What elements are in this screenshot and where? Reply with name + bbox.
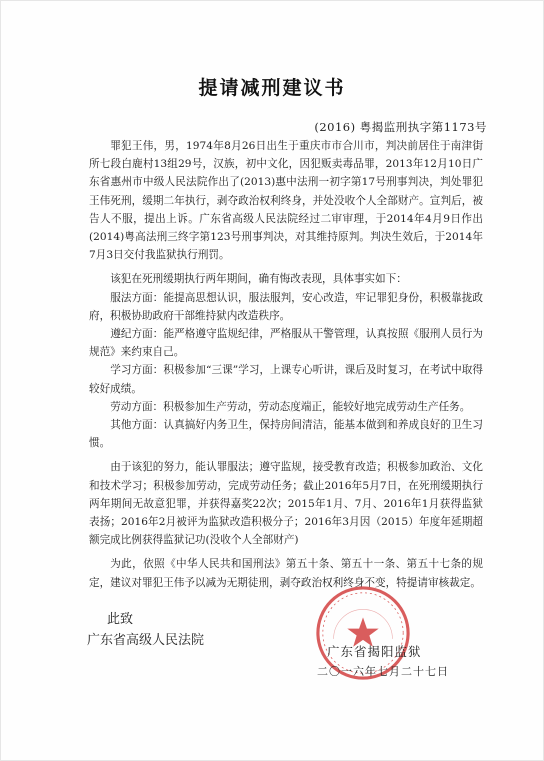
- case-number: (2016) 粤揭监刑执字第1173号: [314, 120, 487, 134]
- document-title: 提请减刑建议书: [198, 77, 346, 99]
- addressee-block: [87, 609, 204, 651]
- paragraph-study: 学习方面：积极参加“三课”学习，上课专心听讲，课后及时复习，在考试中取得较好成绩。: [89, 364, 483, 395]
- document-date: 二〇一六年七月二十七日: [317, 665, 449, 678]
- addressee-prefix: 此致: [107, 612, 134, 627]
- document-body: [89, 137, 483, 592]
- paragraph-intro-facts: 该犯在死刑缓期执行两年期间，确有悔改表现，具体事实如下：: [110, 273, 407, 286]
- paragraph-labor: 劳动方面：积极参加生产劳动，劳动态度端正，能较好地完成劳动生产任务。: [110, 400, 471, 413]
- addressee-court: 广东省高级人民法院: [87, 633, 205, 648]
- signer-name: 广东省揭阳监狱: [327, 644, 422, 659]
- paragraph-discipline: 遵纪方面：能严格遵守监规纪律，严格服从干警管理，认真按照《服刑人员行为规范》来约束自己。: [89, 328, 483, 359]
- paragraph-criminal-background: 罪犯王伟，男，1974年8月26日出生于重庆市市合川市，判决前居住于南津街所七段白鹿村13组29号，汉族，初中文化，因犯贩卖毒品罪，2013年12月10日广东省惠州市中级人民法院作出了(2013)惠中法刑一初字第17号刑事判决，判处罪犯王伟死刑，缓期二年执行，剥夺政治权利终身，并处没收个人全部财产。宣判后，被告人不服，提出上诉。广东省高级人民法院经过二审审理，于2014年4月9日作出(2014)粤高法刑三终字第123号刑事判决，对其维持原判。判决生效后，于2014年7月3日交付我监狱执行刑罚。: [89, 140, 483, 262]
- paragraph-law-abiding: 服法方面：能提高思想认识，服法服判，安心改造，牢记罪犯身份，积极靠拢政府，积极协助政府干部维持狱内改造秩序。: [89, 291, 483, 322]
- paragraph-recommendation: 为此，依照《中华人民共和国刑法》第五十条、第五十一条、第五十七条的规定，建议对罪犯王伟予以减为无期徒刑，剥夺政治权利终身不变，特提请审核裁定。: [89, 558, 483, 589]
- paragraph-other: 其他方面：认真搞好内务卫生，保持房间清洁，能基本做到和养成良好的卫生习惯。: [89, 419, 483, 450]
- paragraph-summary: 由于该犯的努力，能认罪服法；遵守监规，接受教育改造；积极参加政治、文化和技术学习；积极参加劳动，完成劳动任务；截止2016年5月7日，在死刑缓期执行两年期间无故意犯罪，并获得嘉奖22次；2015年1月、7月、2016年1月获得监狱表扬；2016年2月被评为监狱改造积极分子；2016年3月因（2015）年度年延期超额完成比例获得监狱记功(没收个人全部财产): [89, 461, 483, 547]
